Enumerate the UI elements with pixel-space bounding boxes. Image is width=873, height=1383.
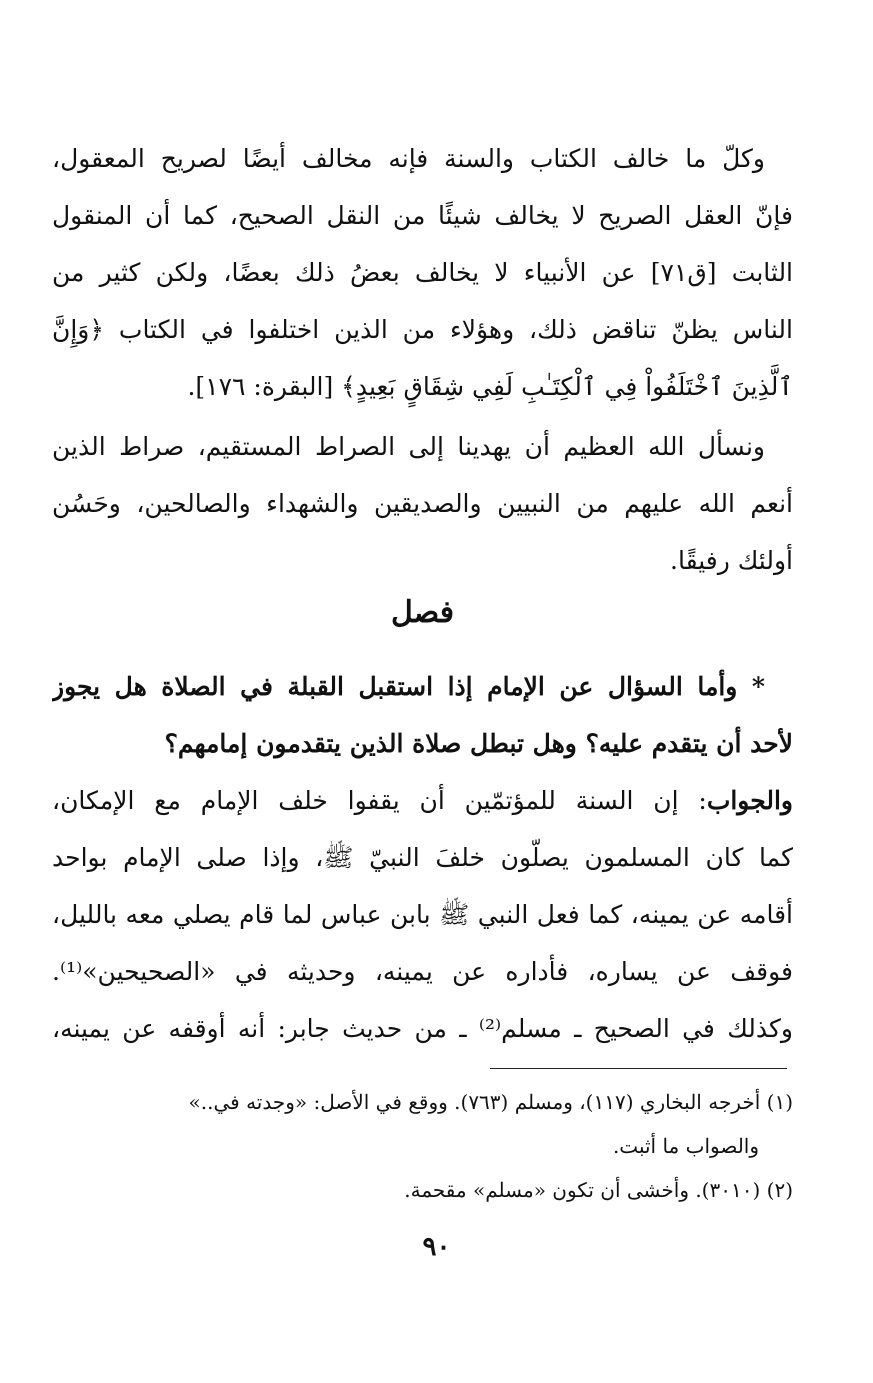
footnote-line: (٢) (٣٠١٠). وأخشى أن تكون «مسلم» مقحمة.: [404, 1178, 793, 1202]
footnotes: [52, 1080, 793, 1212]
text-line: لأحد أن يتقدم عليه؟ وهل تبطل صلاة الذين يتقدمون إمامهم؟: [164, 729, 793, 758]
text-line: ونسأل الله العظيم أن يهدينا إلى الصراط المستقيم، صراط الذين: [52, 432, 765, 461]
answer-text: : إن السنة للمؤتمّين أن يقفوا خلف الإمام مع الإمكان،: [52, 786, 707, 815]
text-line: فإنّ العقل الصريح لا يخالف شيئًا من النقل الصحيح، كما أن المنقول: [52, 201, 793, 230]
section-heading: فصل: [390, 595, 455, 630]
footnote-divider: [490, 1068, 787, 1069]
page-number: ٩٠: [422, 1232, 451, 1262]
footnote-line: (١) أخرجه البخاري (١١٧)، ومسلم (٧٦٣). ووقع في الأصل: «وجدته في..»: [188, 1090, 793, 1114]
text-line: الناس يظنّ تناقض ذلك، وهؤلاء من الذين اختلفوا في الكتاب ﴿وَإِنَّ: [52, 315, 793, 344]
footnote-line: والصواب ما أثبت.: [612, 1134, 759, 1158]
text-line: وكلّ ما خالف الكتاب والسنة فإنه مخالف أيضًا لصريح المعقول،: [52, 144, 765, 173]
text-line: أقامه عن يمينه، كما فعل النبي ﷺ بابن عباس لما قام يصلي معه بالليل،: [52, 900, 793, 929]
text-line: ٱلَّذِينَ ٱخْتَلَفُواْ فِي ٱلْكِتَـٰبِ لَفِي شِقَاقٍ بَعِيدٍ﴾ [البقرة: ١٧٦].: [187, 372, 793, 401]
text-line: كما كان المسلمون يصلّون خلفَ النبيّ ﷺ، وإذا صلى الإمام بواحد: [52, 843, 793, 872]
answer-paragraph: [52, 772, 793, 1057]
question-paragraph: [52, 658, 793, 772]
text-line: [52, 772, 793, 829]
paragraph-1: [52, 130, 793, 415]
text-line: أولئك رفيقًا.: [670, 546, 793, 575]
text-line: فوقف عن يساره، فأداره عن يمينه، وحديثه في «الصحيحين»⁽¹⁾.: [52, 957, 793, 986]
text-line: * وأما السؤال عن الإمام إذا استقبل القبلة في الصلاة هل يجوز: [52, 672, 765, 701]
paragraph-2: [52, 418, 793, 589]
text-line: الثابت [ق٧١] عن الأنبياء لا يخالف بعضُ ذلك بعضًا، ولكن كثير من: [52, 258, 793, 287]
text-line: وكذلك في الصحيح ـ مسلم⁽²⁾ ـ من حديث جابر: أنه أوقفه عن يمينه،: [52, 1014, 793, 1043]
answer-label: والجواب: [706, 786, 793, 815]
text-line: أنعم الله عليهم من النبيين والصديقين والشهداء والصالحين، وحَسُن: [52, 489, 793, 518]
